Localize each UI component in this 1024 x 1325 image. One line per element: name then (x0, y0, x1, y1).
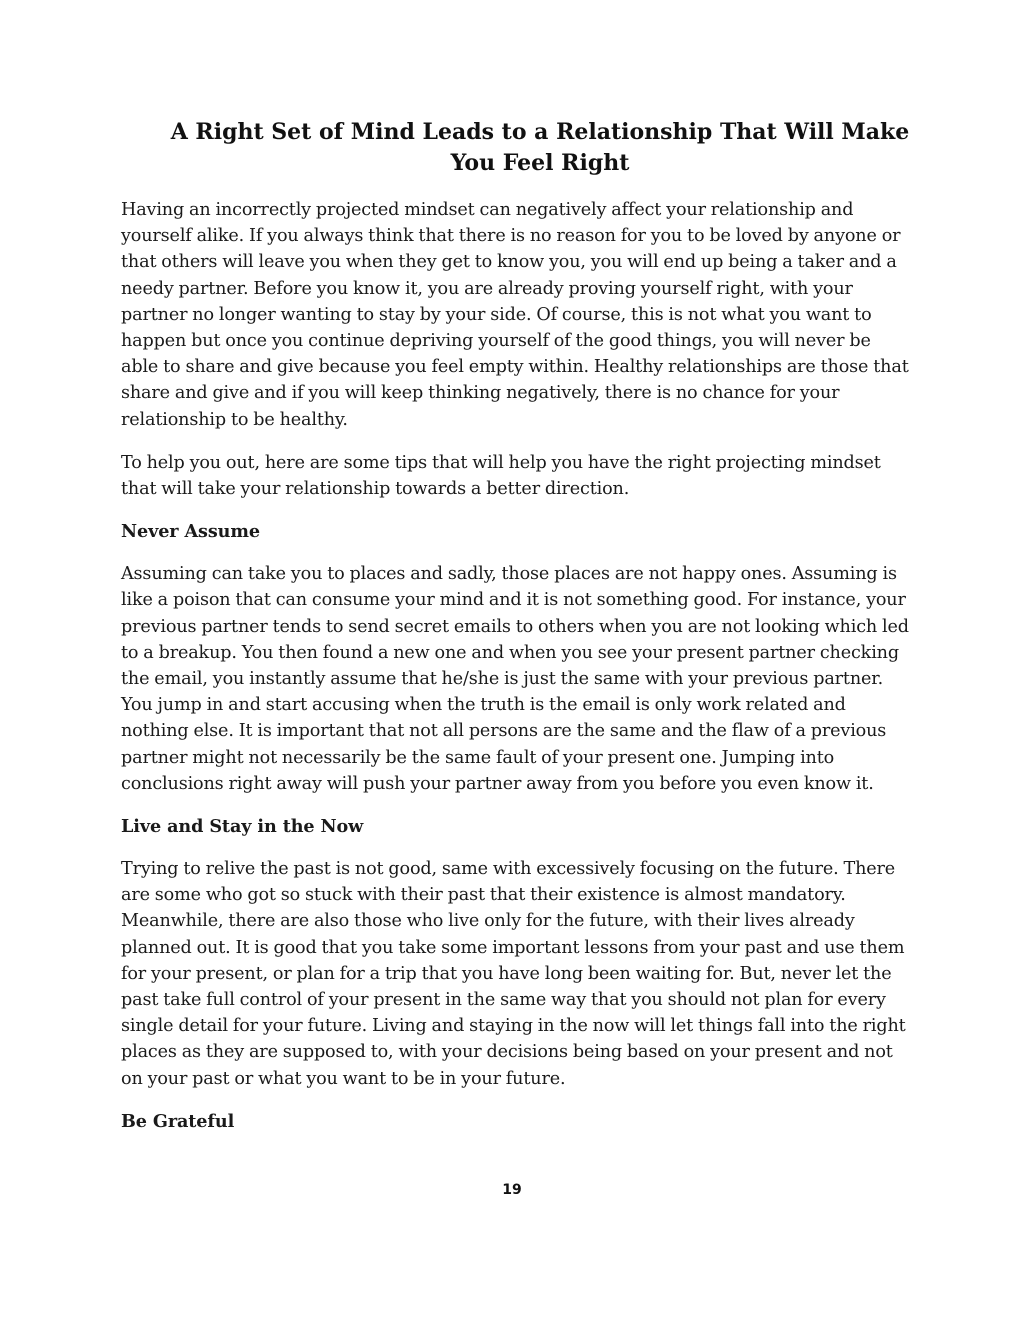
section-body-never-assume: Assuming can take you to places and sadly, those places are not happy ones. Assuming is like a poison that can consume your mind and it is not something good. For instance, your previous partner tends to send secret emails to others when you are not looking which led to a breakup. You then found a new one and when you see your present partner checking the email, you instantly assume that he/she is just the same with your previous partner. You jump in and start accusing when the truth is the email is only work related and nothing else. It is important that not all persons are the same and the flaw of a previous partner might not necessarily be the same fault of your present one. Jumping into conclusions right away will push your partner away from you before you even know it. (121, 564, 909, 794)
page-title: A Right Set of Mind Leads to a Relationship That Will Make You Feel Right (170, 119, 910, 176)
section-heading-never-assume: Never Assume (121, 521, 260, 543)
intro-paragraph: Having an incorrectly projected mindset can negatively affect your relationship and yourself alike. If you always think that there is no reason for you to be loved by anyone or that others will leave you when they get to know you, you will end up being a taker and a needy partner. Before you know it, you are already proving yourself right, with your partner no longer wanting to stay by your side. Of course, this is not what you want to happen but once you continue depriving yourself of the good things, you will never be able to share and give because you feel empty within. Healthy relationships are those that share and give and if you will keep thinking negatively, there is no chance for your relationship to be healthy. (121, 200, 909, 430)
tips-intro-paragraph: To help you out, here are some tips that will help you have the right projecting mindset that will take your relationship towards a better direction. (121, 452, 881, 500)
document-body (121, 197, 911, 1151)
section-heading-be-grateful: Be Grateful (121, 1110, 235, 1132)
page-number: 19 (502, 1182, 522, 1198)
section-body-live-in-now: Trying to relive the past is not good, same with excessively focusing on the future. There are some who got so stuck with their past that their existence is almost mandatory. Meanwhile, there are also those who live only for the future, with their lives already planned out. It is good that you take some important lessons from your past and use them for your present, or plan for a trip that you have long been waiting for. But, never let the past take full control of your present in the same way that you should not plan for every single detail for your future. Living and staying in the now will let things fall into the right places as they are supposed to, with your decisions being based on your present and not on your past or what you want to be in your future. (121, 859, 906, 1089)
section-heading-live-in-now: Live and Stay in the Now (121, 816, 364, 838)
